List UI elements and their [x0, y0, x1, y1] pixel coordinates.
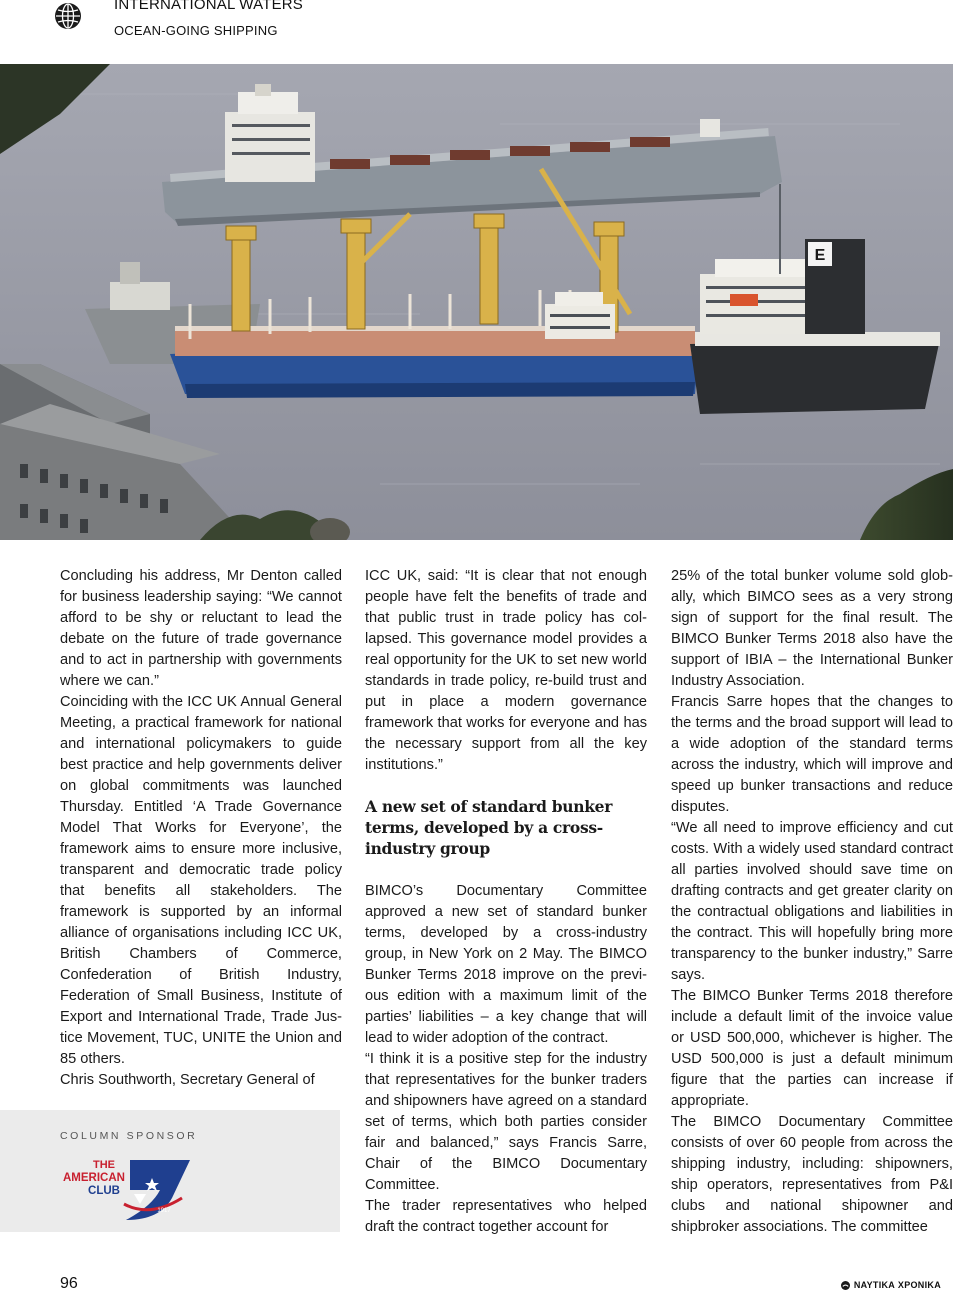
- section-title: INTERNATIONAL WATERS: [114, 0, 304, 13]
- paragraph: “We all need to improve efficiency and cut costs. With a widely used standard contract all parties involved should save time on drafting contracts and get greater clarity on the contractual obligations and liabilities in the contract. This will hopefully bring more transparency to the bunker industry,” Sarre says.: [671, 820, 953, 983]
- page-header: [0, 0, 953, 64]
- section-subheading: A new set of standard bunker terms, developed by a cross-industry group: [365, 797, 613, 858]
- logo-text-american: AMERICAN: [63, 1172, 125, 1184]
- text-column-2: [365, 566, 647, 1238]
- funnel-letter: E: [814, 247, 826, 264]
- magazine-name: [841, 1280, 941, 1290]
- magazine-title: ΝΑΥΤΙΚΑ ΧΡΟΝΙΚΑ: [853, 1280, 941, 1290]
- sponsor-label: COLUMN SPONSOR: [60, 1130, 198, 1142]
- logo-year: 1917: [157, 1208, 171, 1214]
- paragraph: Francis Sarre hopes that the changes to the terms and the broad support will lead to a wide adoption of the standard terms across the industry, which will improve and speed up bunker transactions and reduce disputes.: [671, 694, 953, 815]
- paragraph: The trader representatives who helped draft the contract together account for: [365, 1198, 647, 1235]
- column-sponsor-box: [0, 1110, 340, 1232]
- text-column-1: [60, 566, 342, 1091]
- logo-text-club: CLUB: [88, 1185, 120, 1197]
- paragraph: “I think it is a positive step for the industry that representatives for the bunker traders and shipowners have agreed on a standard set of terms, which both parties consider fair and balanced,” says Francis Sarre, Chair of the BIMCO Documentary Committee.: [365, 1051, 647, 1193]
- paragraph: The BIMCO Bunker Terms 2018 therefore include a default limit of the invoice value or USD 500,000, whichever is higher. The USD 500,000 is just a default minimum figure that the parties can increase if appropriate.: [671, 988, 953, 1109]
- magazine-logo-icon: [841, 1281, 850, 1290]
- paragraph: Concluding his address, Mr Denton called for business leadership saying: “We cannot afford to be shy or reluctant to lead the debate on the future of trade governance and to act in partnership with governments where we can.”: [60, 568, 342, 689]
- ships-photo: [0, 64, 953, 540]
- paragraph: ICC UK, said: “It is clear that not enough people have felt the benefits of trade and that public trust in trade policy has collapsed. This governance model provides a real opportunity for the UK to set new world standards in trade policy, re-build trust and put in place a modern governance framework that works for everyone and has the necessary support from all the key institutions.”: [365, 568, 647, 773]
- section-subtitle: OCEAN-GOING SHIPPING: [114, 23, 278, 38]
- globe-icon: [54, 2, 82, 30]
- paragraph: The BIMCO Documentary Committee consists of over 60 people from across the shipping industry, including: shipowners, ship operators, representatives from P&I clubs and national shipowner and shipbroker associations. The committee: [671, 1114, 953, 1235]
- text-column-3: [671, 566, 953, 1238]
- paragraph: BIMCO’s Documentary Committee approved a new set of standard bunker terms, developed by a cross-industry group, in New York on 2 May. The BIMCO Bunker Terms 2018 improve on the previous edition with a maximum limit of the parties’ liabilities – a key change that will lead to wider adoption of the contract.: [365, 883, 647, 1046]
- paragraph: Coinciding with the ICC UK Annual General Meeting, a practical framework for national and international policymakers to guide best practice and help governments deliver on global commitments was launched Thursday. Entitled ‘A Trade Governance Model That Works for Everyone’, the framework aims to ensure more inclusive, transparent and democratic trade policy that benefits all stakeholders. The framework is supported by an informal alliance of organisations including ICC UK, British Chambers of Commerce, Confederation of British Industry, Federation of Small Business, Institute of Export and International Trade, Trade Justice Movement, TUC, UNITE the Union and 85 others.: [60, 694, 342, 1067]
- american-club-logo: [60, 1154, 192, 1222]
- page-number: 96: [60, 1275, 78, 1292]
- paragraph: 25% of the total bunker volume sold globally, which BIMCO sees as a very strong sign of support for the final result. The BIMCO Bunker Terms 2018 also have the support of IBIA – the International Bunker Industry Association.: [671, 568, 953, 689]
- paragraph: Chris Southworth, Secretary General of: [60, 1072, 315, 1088]
- logo-text-the: THE: [93, 1159, 115, 1171]
